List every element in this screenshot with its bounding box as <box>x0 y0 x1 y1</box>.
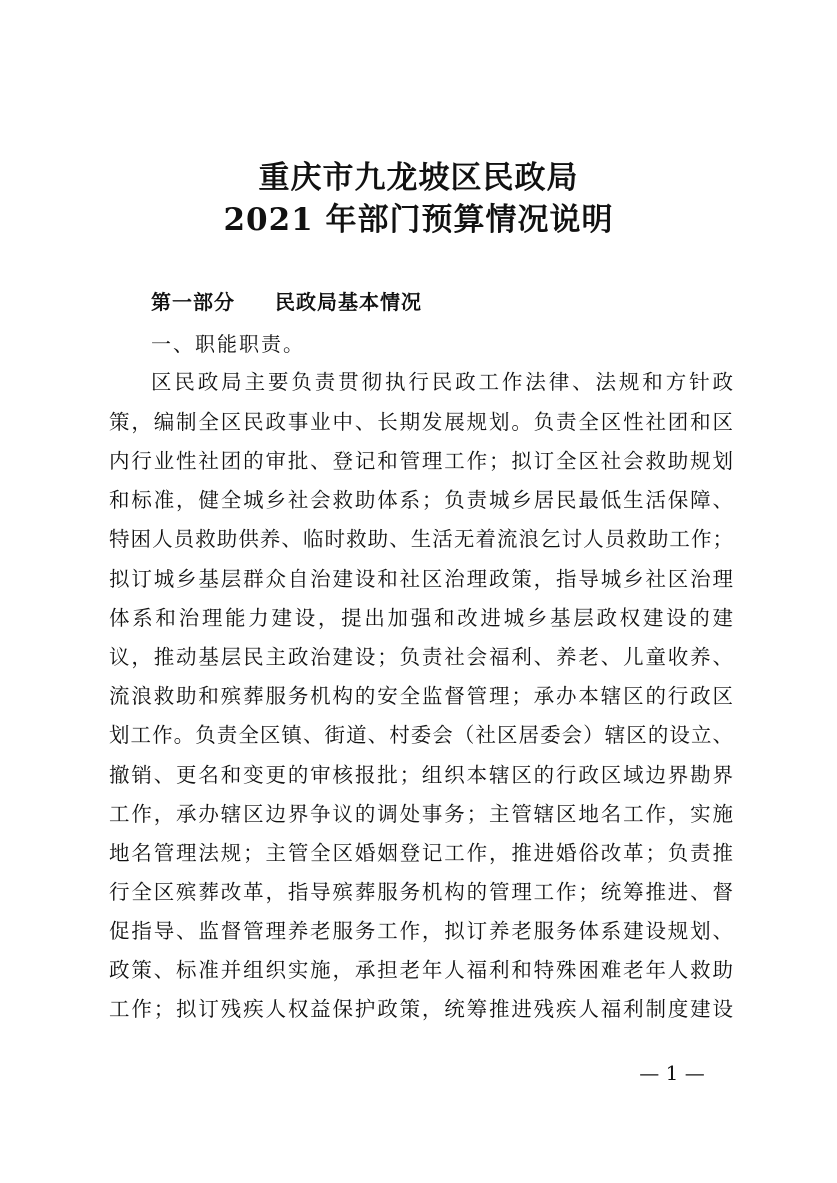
body-line: 区民政局主要负责贯彻执行民政工作法律、法规和方针政 <box>151 370 733 394</box>
body-line: 内行业性社团的审批、登记和管理工作；拟订全区社会救助规划 <box>109 449 733 473</box>
document-title-line-2: 2021 年部门预算情况说明 <box>223 202 614 238</box>
body-line: 行全区殡葬改革，指导殡葬服务机构的管理工作；统筹推进、督 <box>109 880 733 904</box>
body-line: 特困人员救助供养、临时救助、生活无着流浪乞讨人员救助工作； <box>109 527 733 551</box>
body-line: 和标准，健全城乡社会救助体系；负责城乡居民最低生活保障、 <box>109 488 733 512</box>
body-line: 策，编制全区民政事业中、长期发展规划。负责全区性社团和区 <box>109 410 733 434</box>
body-line: 体系和治理能力建设，提出加强和改进城乡基层政权建设的建 <box>109 606 733 630</box>
body-line: 议，推动基层民主政治建设；负责社会福利、养老、儿童收养、 <box>109 645 733 669</box>
body-line: 促指导、监督管理养老服务工作，拟订养老服务体系建设规划、 <box>109 919 733 943</box>
part-heading-title: 民政局基本情况 <box>275 290 422 314</box>
body-line: 拟订城乡基层群众自治建设和社区治理政策，指导城乡社区治理 <box>109 567 733 591</box>
body-line: 流浪救助和殡葬服务机构的安全监督管理；承办本辖区的行政区 <box>109 684 733 708</box>
part-heading <box>151 286 422 315</box>
body-line: 撤销、更名和变更的审核报批；组织本辖区的行政区域边界勘界 <box>109 763 733 787</box>
section-heading: 一、职能职责。 <box>151 332 305 356</box>
body-line: 工作；拟订残疾人权益保护政策，统筹推进残疾人福利制度建设 <box>109 997 733 1021</box>
body-line: 划工作。负责全区镇、街道、村委会（社区居委会）辖区的设立、 <box>109 723 733 747</box>
body-line: 地名管理法规；主管全区婚姻登记工作，推进婚俗改革；负责推 <box>109 841 733 865</box>
body-line: 政策、标准并组织实施，承担老年人福利和特殊困难老年人救助 <box>109 958 733 982</box>
document-title-line-1: 重庆市九龙坡区民政局 <box>258 160 579 196</box>
page-number: — 1 — <box>639 1061 705 1085</box>
body-line: 工作，承办辖区边界争议的调处事务；主管辖区地名工作，实施 <box>109 802 733 826</box>
part-heading-number: 第一部分 <box>151 290 235 314</box>
